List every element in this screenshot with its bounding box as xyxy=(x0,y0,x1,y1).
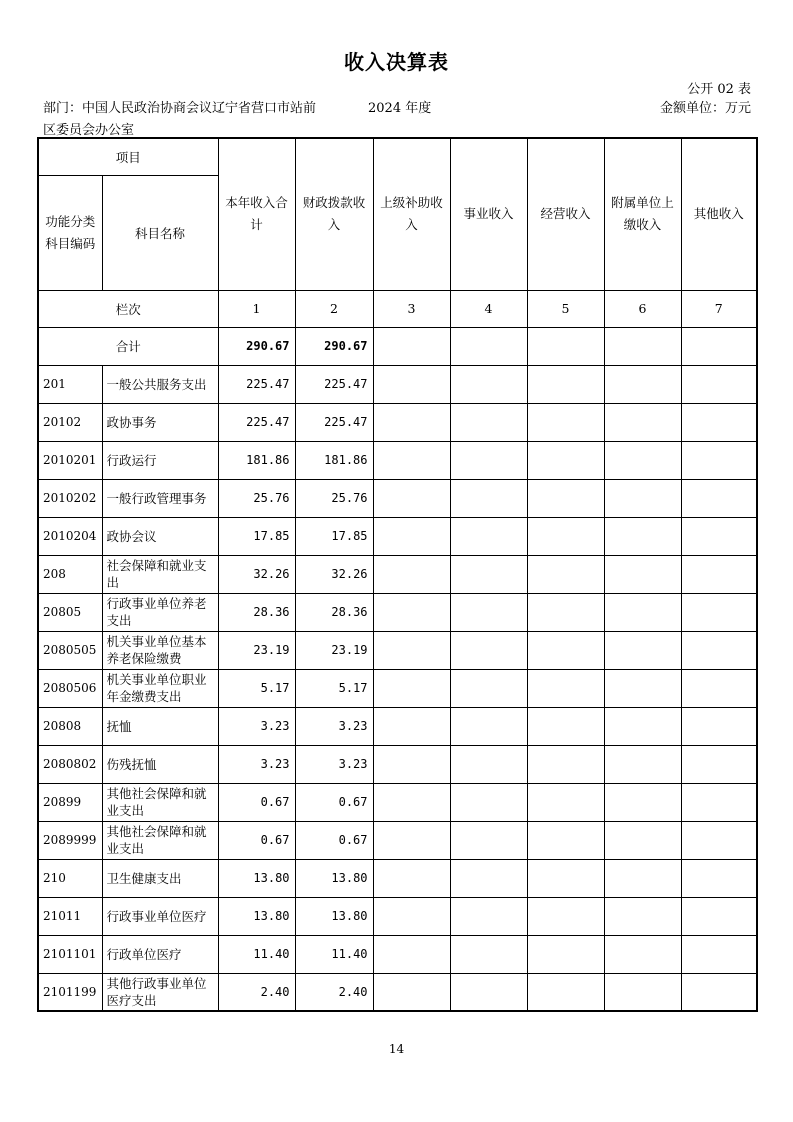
header-c6: 附属单位上缴收入 xyxy=(604,138,681,290)
table-row xyxy=(38,555,757,593)
empty-cell xyxy=(373,365,450,403)
row-name-text: 行政事业单位医疗 xyxy=(106,908,207,924)
empty-cell xyxy=(681,707,757,745)
row-c2: 3.23 xyxy=(295,745,373,783)
row-name-text: 行政单位医疗 xyxy=(106,946,182,962)
row-name xyxy=(102,783,218,821)
empty-cell xyxy=(527,479,604,517)
empty-cell xyxy=(604,935,681,973)
row-name-text: 卫生健康支出 xyxy=(106,870,182,886)
empty-cell xyxy=(604,859,681,897)
row-c1: 17.85 xyxy=(218,517,295,555)
row-name-text: 政协会议 xyxy=(106,528,157,544)
row-code: 2080802 xyxy=(38,745,102,783)
row-c1: 28.36 xyxy=(218,593,295,631)
empty-cell xyxy=(373,327,450,365)
empty-cell xyxy=(604,821,681,859)
empty-cell xyxy=(527,631,604,669)
row-c2: 225.47 xyxy=(295,365,373,403)
empty-cell xyxy=(373,973,450,1011)
table-row xyxy=(38,517,757,555)
empty-cell xyxy=(604,631,681,669)
empty-cell xyxy=(681,935,757,973)
row-c1: 0.67 xyxy=(218,783,295,821)
row-name xyxy=(102,479,218,517)
empty-cell xyxy=(604,327,681,365)
empty-cell xyxy=(450,897,527,935)
empty-cell xyxy=(527,327,604,365)
empty-cell xyxy=(681,897,757,935)
empty-cell xyxy=(450,555,527,593)
amount-unit: 金额单位：万元 xyxy=(659,101,751,116)
empty-cell xyxy=(604,403,681,441)
row-name-text: 一般公共服务支出 xyxy=(106,376,207,392)
empty-cell xyxy=(527,517,604,555)
empty-cell xyxy=(527,973,604,1011)
row-name xyxy=(102,745,218,783)
table-row xyxy=(38,973,757,1011)
row-c2: 225.47 xyxy=(295,403,373,441)
row-c2: 25.76 xyxy=(295,479,373,517)
row-code: 20805 xyxy=(38,593,102,631)
row-name-text: 其他社会保障和就业支出 xyxy=(106,786,207,818)
row-c2: 13.80 xyxy=(295,897,373,935)
empty-cell xyxy=(373,593,450,631)
empty-cell xyxy=(373,403,450,441)
row-c1: 2.40 xyxy=(218,973,295,1011)
row-code: 21011 xyxy=(38,897,102,935)
col-number-1: 1 xyxy=(218,290,295,327)
row-c1: 225.47 xyxy=(218,403,295,441)
col-number-2: 2 xyxy=(295,290,373,327)
table-row xyxy=(38,631,757,669)
row-c1: 32.26 xyxy=(218,555,295,593)
empty-cell xyxy=(681,859,757,897)
table-row xyxy=(38,783,757,821)
row-code: 2010201 xyxy=(38,441,102,479)
row-c1: 0.67 xyxy=(218,821,295,859)
table-row xyxy=(38,479,757,517)
row-code: 20102 xyxy=(38,403,102,441)
row-name xyxy=(102,403,218,441)
col-number-6: 6 xyxy=(604,290,681,327)
row-c1: 181.86 xyxy=(218,441,295,479)
row-name xyxy=(102,973,218,1011)
table-row xyxy=(38,669,757,707)
form-number: 公开 02 表 xyxy=(687,82,751,97)
header-c2: 财政拨款收入 xyxy=(295,138,373,290)
row-name-text: 机关事业单位职业年金缴费支出 xyxy=(106,672,207,704)
empty-cell xyxy=(604,669,681,707)
row-c1: 11.40 xyxy=(218,935,295,973)
department-line-2: 区委员会办公室 xyxy=(43,123,135,138)
table-row xyxy=(38,935,757,973)
empty-cell xyxy=(450,821,527,859)
empty-cell xyxy=(450,403,527,441)
row-c2: 13.80 xyxy=(295,859,373,897)
row-name-text: 行政事业单位养老支出 xyxy=(106,596,207,628)
empty-cell xyxy=(373,859,450,897)
page-number: 14 xyxy=(388,1042,405,1056)
empty-cell xyxy=(527,859,604,897)
empty-cell xyxy=(604,517,681,555)
header-c3: 上级补助收入 xyxy=(373,138,450,290)
empty-cell xyxy=(527,365,604,403)
empty-cell xyxy=(450,593,527,631)
empty-cell xyxy=(450,859,527,897)
empty-cell xyxy=(527,897,604,935)
empty-cell xyxy=(450,745,527,783)
empty-cell xyxy=(373,479,450,517)
income-table xyxy=(37,137,758,1012)
row-c2: 11.40 xyxy=(295,935,373,973)
department-line-1: 部门：中国人民政治协商会议辽宁省营口市站前 xyxy=(43,101,317,116)
empty-cell xyxy=(527,935,604,973)
row-name-text: 抚恤 xyxy=(106,718,132,734)
header-lanci: 栏次 xyxy=(38,290,218,327)
row-name xyxy=(102,669,218,707)
empty-cell xyxy=(373,555,450,593)
row-name xyxy=(102,517,218,555)
table-row xyxy=(38,821,757,859)
row-code: 2010204 xyxy=(38,517,102,555)
empty-cell xyxy=(681,783,757,821)
row-c2: 0.67 xyxy=(295,783,373,821)
empty-cell xyxy=(450,365,527,403)
empty-cell xyxy=(681,669,757,707)
empty-cell xyxy=(527,403,604,441)
row-code: 2101101 xyxy=(38,935,102,973)
empty-cell xyxy=(681,441,757,479)
empty-cell xyxy=(527,593,604,631)
total-label: 合计 xyxy=(38,327,218,365)
row-name-text: 其他社会保障和就业支出 xyxy=(106,824,207,856)
empty-cell xyxy=(450,669,527,707)
header-c5: 经营收入 xyxy=(527,138,604,290)
empty-cell xyxy=(681,821,757,859)
empty-cell xyxy=(604,745,681,783)
empty-cell xyxy=(681,365,757,403)
row-c2: 17.85 xyxy=(295,517,373,555)
row-c2: 32.26 xyxy=(295,555,373,593)
table-row xyxy=(38,745,757,783)
row-name-text: 伤残抚恤 xyxy=(106,756,157,772)
row-name-text: 一般行政管理事务 xyxy=(106,490,207,506)
row-name xyxy=(102,631,218,669)
empty-cell xyxy=(373,821,450,859)
empty-cell xyxy=(373,745,450,783)
row-code: 2101199 xyxy=(38,973,102,1011)
row-c2: 28.36 xyxy=(295,593,373,631)
empty-cell xyxy=(373,441,450,479)
row-c2: 181.86 xyxy=(295,441,373,479)
row-name xyxy=(102,555,218,593)
row-code: 20808 xyxy=(38,707,102,745)
table-row xyxy=(38,403,757,441)
row-name xyxy=(102,441,218,479)
header-c4: 事业收入 xyxy=(450,138,527,290)
row-c1: 13.80 xyxy=(218,897,295,935)
row-c1: 25.76 xyxy=(218,479,295,517)
row-code: 2080505 xyxy=(38,631,102,669)
empty-cell xyxy=(527,669,604,707)
empty-cell xyxy=(681,745,757,783)
empty-cell xyxy=(681,593,757,631)
empty-cell xyxy=(450,973,527,1011)
row-name xyxy=(102,935,218,973)
page-title: 收入决算表 xyxy=(344,50,449,74)
table-row xyxy=(38,859,757,897)
empty-cell xyxy=(604,707,681,745)
row-c2: 23.19 xyxy=(295,631,373,669)
row-code: 208 xyxy=(38,555,102,593)
empty-cell xyxy=(681,555,757,593)
row-c1: 5.17 xyxy=(218,669,295,707)
empty-cell xyxy=(450,517,527,555)
empty-cell xyxy=(450,441,527,479)
col-number-3: 3 xyxy=(373,290,450,327)
empty-cell xyxy=(373,935,450,973)
row-name xyxy=(102,897,218,935)
empty-cell xyxy=(450,935,527,973)
empty-cell xyxy=(681,631,757,669)
row-code: 20899 xyxy=(38,783,102,821)
table-row xyxy=(38,365,757,403)
empty-cell xyxy=(604,783,681,821)
row-code: 201 xyxy=(38,365,102,403)
empty-cell xyxy=(373,631,450,669)
empty-cell xyxy=(527,745,604,783)
row-name xyxy=(102,859,218,897)
empty-cell xyxy=(604,479,681,517)
empty-cell xyxy=(373,517,450,555)
empty-cell xyxy=(604,897,681,935)
header-code: 功能分类科目编码 xyxy=(38,175,102,290)
total-c1: 290.67 xyxy=(218,327,295,365)
row-c2: 2.40 xyxy=(295,973,373,1011)
empty-cell xyxy=(373,707,450,745)
row-c1: 3.23 xyxy=(218,745,295,783)
empty-cell xyxy=(681,973,757,1011)
empty-cell xyxy=(450,783,527,821)
empty-cell xyxy=(681,517,757,555)
empty-cell xyxy=(373,669,450,707)
row-c2: 5.17 xyxy=(295,669,373,707)
empty-cell xyxy=(681,479,757,517)
row-c1: 23.19 xyxy=(218,631,295,669)
col-number-7: 7 xyxy=(681,290,757,327)
header-c7: 其他收入 xyxy=(681,138,757,290)
empty-cell xyxy=(373,897,450,935)
empty-cell xyxy=(527,707,604,745)
empty-cell xyxy=(681,327,757,365)
empty-cell xyxy=(604,365,681,403)
row-code: 210 xyxy=(38,859,102,897)
table-row xyxy=(38,897,757,935)
fiscal-year: 2024 年度 xyxy=(368,101,432,116)
empty-cell xyxy=(604,973,681,1011)
col-number-5: 5 xyxy=(527,290,604,327)
row-name-text: 社会保障和就业支出 xyxy=(106,558,207,590)
empty-cell xyxy=(450,479,527,517)
header-c1: 本年收入合计 xyxy=(218,138,295,290)
row-name xyxy=(102,707,218,745)
table-row xyxy=(38,707,757,745)
row-code: 2010202 xyxy=(38,479,102,517)
header-name: 科目名称 xyxy=(102,175,218,290)
row-c2: 3.23 xyxy=(295,707,373,745)
empty-cell xyxy=(373,783,450,821)
empty-cell xyxy=(450,707,527,745)
col-number-4: 4 xyxy=(450,290,527,327)
row-code: 2089999 xyxy=(38,821,102,859)
total-c2: 290.67 xyxy=(295,327,373,365)
empty-cell xyxy=(604,555,681,593)
header-item: 项目 xyxy=(38,138,218,175)
table-row xyxy=(38,593,757,631)
empty-cell xyxy=(527,441,604,479)
row-c1: 225.47 xyxy=(218,365,295,403)
empty-cell xyxy=(681,403,757,441)
empty-cell xyxy=(604,441,681,479)
empty-cell xyxy=(527,783,604,821)
row-name-text: 机关事业单位基本养老保险缴费 xyxy=(106,634,207,666)
empty-cell xyxy=(450,631,527,669)
row-code: 2080506 xyxy=(38,669,102,707)
row-name-text: 其他行政事业单位医疗支出 xyxy=(106,975,207,1008)
row-c1: 13.80 xyxy=(218,859,295,897)
empty-cell xyxy=(527,821,604,859)
row-name xyxy=(102,821,218,859)
empty-cell xyxy=(527,555,604,593)
row-name-text: 行政运行 xyxy=(106,452,157,468)
row-c2: 0.67 xyxy=(295,821,373,859)
table-row xyxy=(38,441,757,479)
row-name-text: 政协事务 xyxy=(106,414,157,430)
row-name xyxy=(102,365,218,403)
empty-cell xyxy=(450,327,527,365)
empty-cell xyxy=(604,593,681,631)
row-c1: 3.23 xyxy=(218,707,295,745)
row-name xyxy=(102,593,218,631)
